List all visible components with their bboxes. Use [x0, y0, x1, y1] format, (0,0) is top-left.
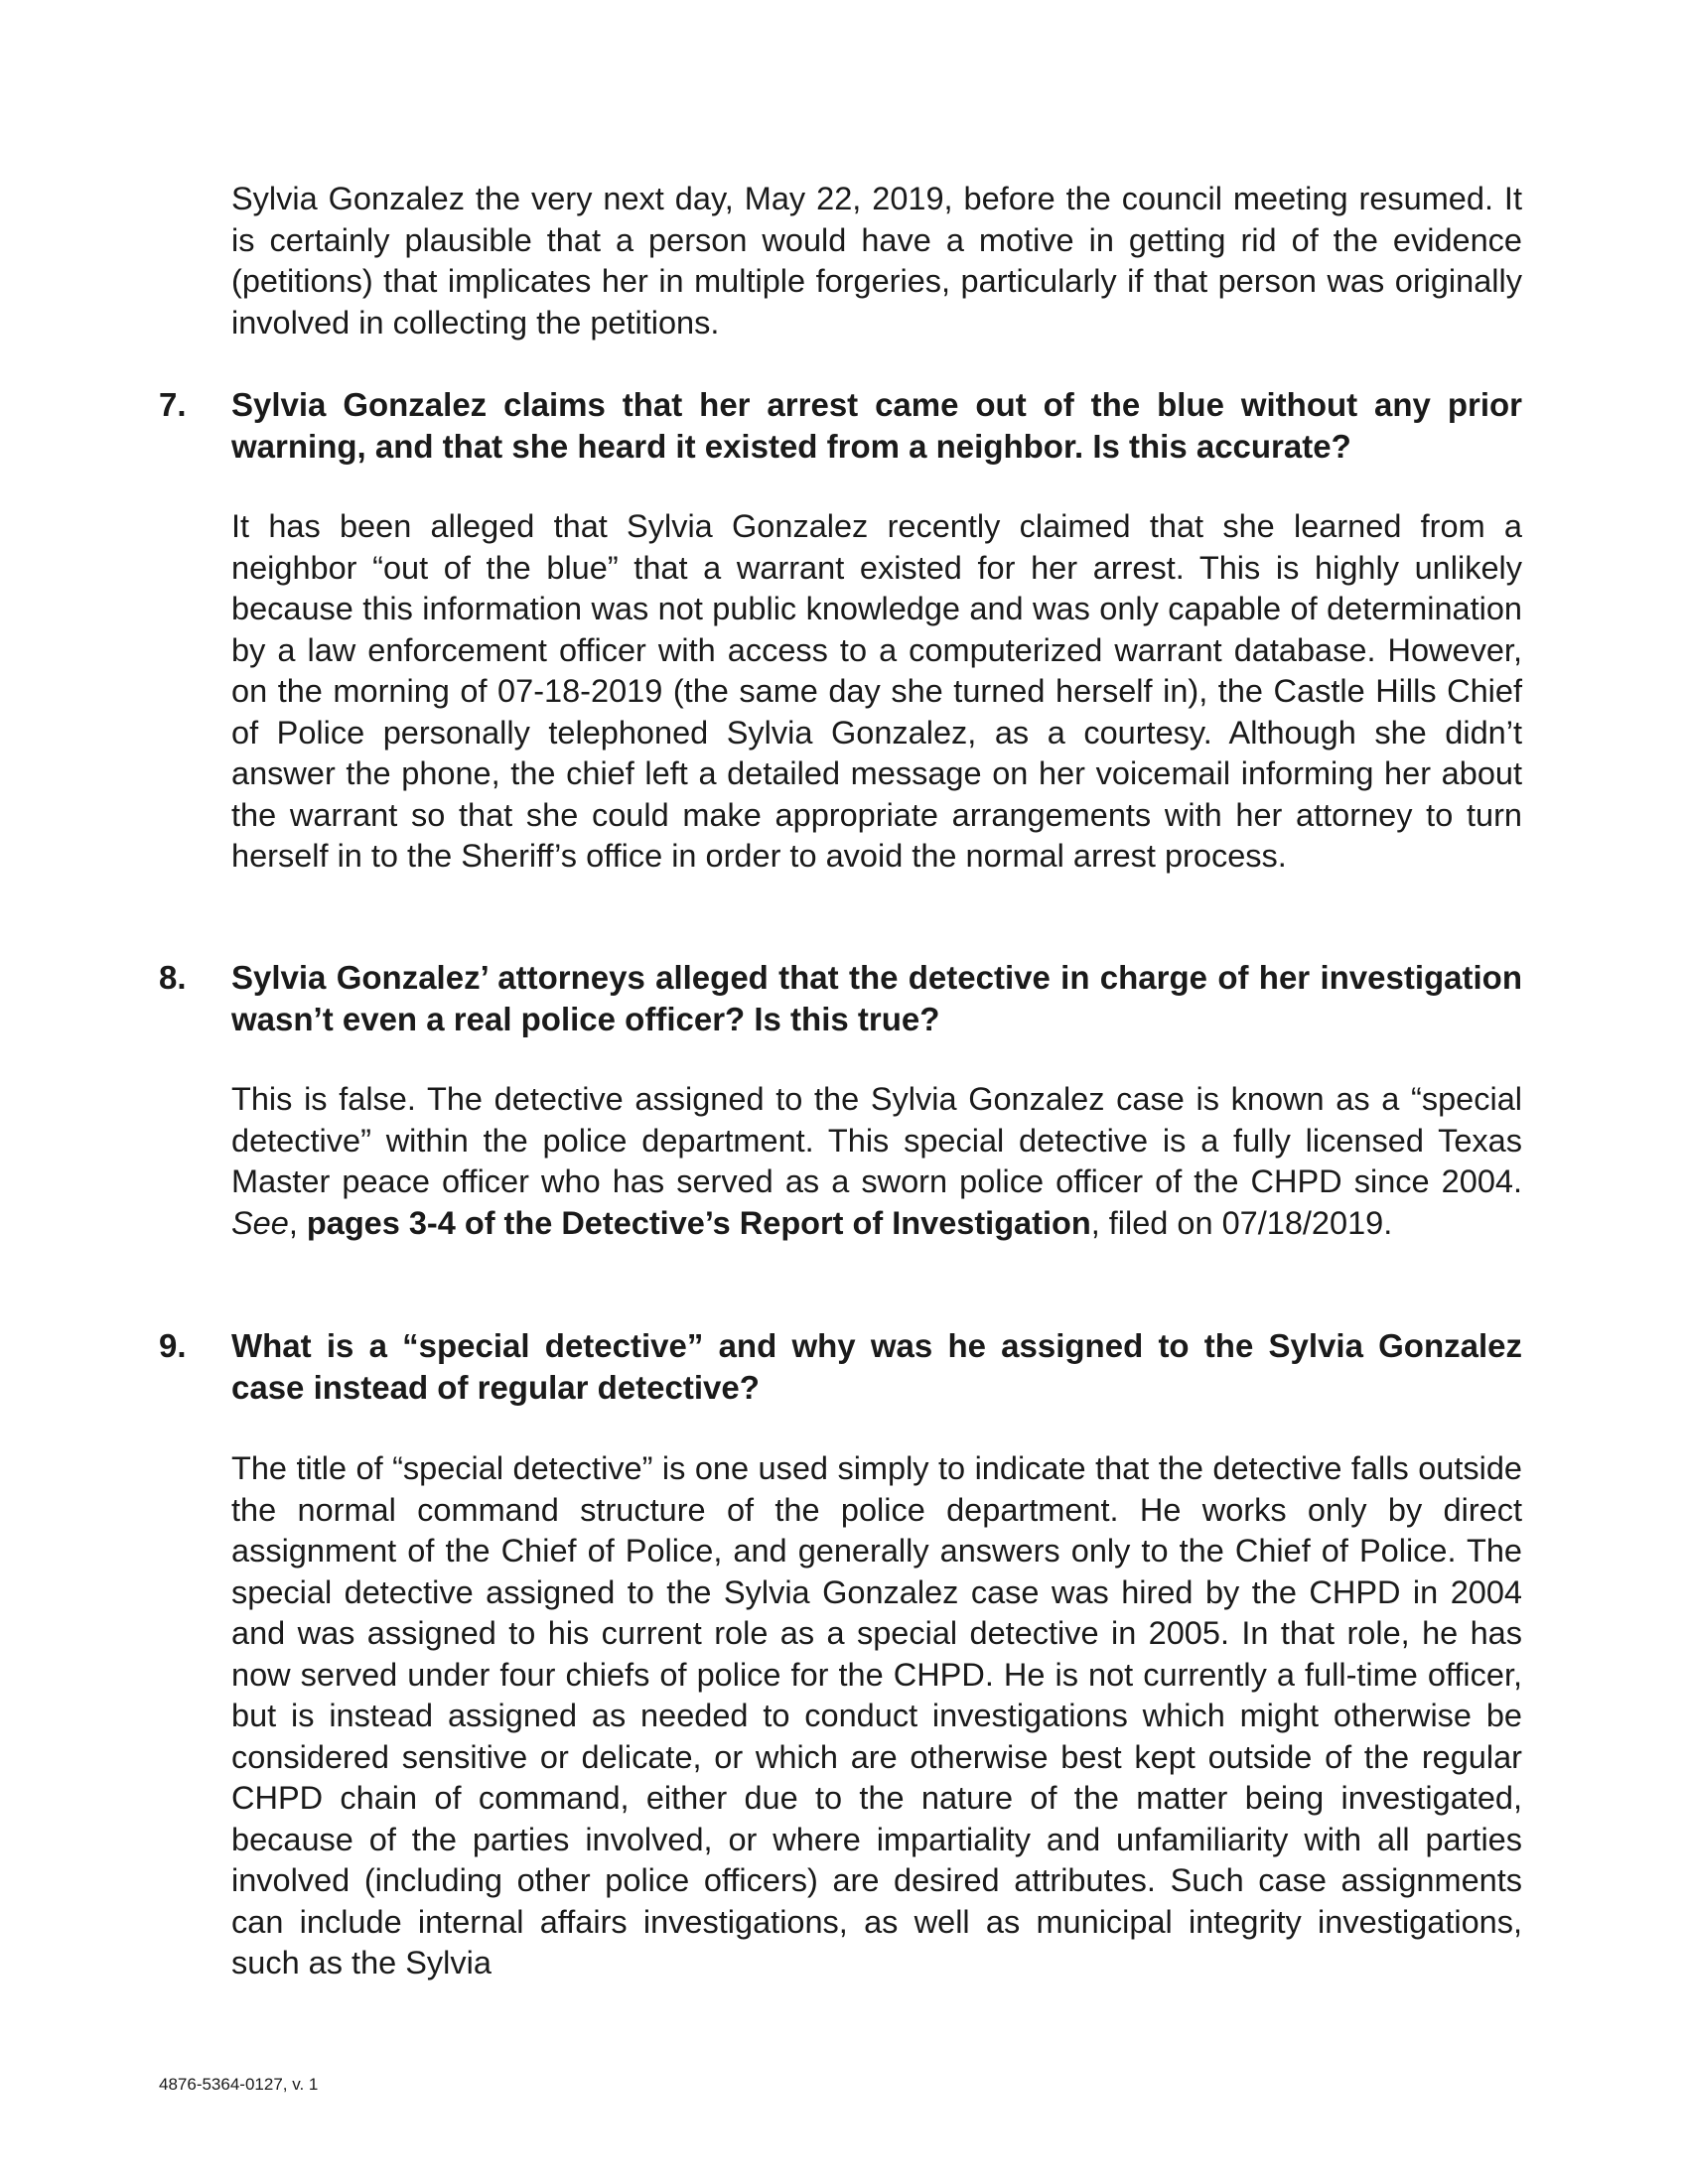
question-9-number: 9.: [159, 1327, 187, 1364]
question-8-answer-text: This is false. The detective assigned to the Sylvia Gonzalez case is known as a “special detective” within the police department. This special detective is a fully licensed Texas Master peace officer who has served as a sworn police officer of the CHPD since 2004.: [231, 1081, 1522, 1199]
question-8-answer: [231, 1079, 1522, 1244]
question-9-answer: The title of “special detective” is one used simply to indicate that the detective falls outside the normal command structure of the police department. He works only by direct assignment of the Chief of Police, and generally answers only to the Chief of Police. The special detective assigned to the Sylvia Gonzalez case was hired by the CHPD in 2004 and was assigned to his current role as a special detective in 2005. In that role, he has now served under four chiefs of police for the CHPD. He is not currently a full-time officer, but is instead assigned as needed to conduct investigations which might otherwise be considered sensitive or delicate, or which are otherwise best kept outside of the regular CHPD chain of command, either due to the nature of the matter being investigated, because of the parties involved, or where impartiality and unfamiliarity with all parties involved (including other police officers) are desired attributes. Such case assignments can include internal affairs investigations, as well as municipal integrity investigations, such as the Sylvia: [231, 1450, 1522, 1980]
question-9-heading: What is a “special detective” and why was he assigned to the Sylvia Gonzalez case instead of regular detective?: [231, 1327, 1522, 1406]
question-7-answer: It has been alleged that Sylvia Gonzalez recently claimed that she learned from a neighbor “out of the blue” that a warrant existed for her arrest. This is highly unlikely because this information was not public knowledge and was only capable of determination by a law enforcement officer with access to a computerized warrant database. However, on the morning of 07-18-2019 (the same day she turned herself in), the Castle Hills Chief of Police personally telephoned Sylvia Gonzalez, as a courtesy. Although she didn’t answer the phone, the chief left a detailed message on her voicemail informing her about the warrant so that she could make appropriate arrangements with her attorney to turn herself in to the Sheriff’s office in order to avoid the normal arrest process.: [231, 508, 1522, 874]
question-7-number: 7.: [159, 386, 187, 423]
continuation-paragraph: Sylvia Gonzalez the very next day, May 22, 2019, before the council meeting resumed. It is certainly plausible that a person would have a motive in getting rid of the evidence (petitions) that implicates her in multiple forgeries, particularly if that person was originally involved in collecting the petitions.: [231, 181, 1522, 341]
question-7-heading: Sylvia Gonzalez claims that her arrest came out of the blue without any prior warning, and that she heard it existed from a neighbor. Is this accurate?: [231, 386, 1522, 465]
question-8-heading: Sylvia Gonzalez’ attorneys alleged that the detective in charge of her investigation wasn’t even a real police officer? Is this true?: [231, 959, 1522, 1037]
document-id-footer: 4876-5364-0127, v. 1: [159, 2075, 319, 2094]
report-reference: pages 3-4 of the Detective’s Report of Investigation: [306, 1204, 1091, 1241]
see-citation: See: [231, 1204, 289, 1241]
question-8-number: 8.: [159, 959, 187, 996]
citation-comma: ,: [288, 1204, 307, 1241]
filed-date: , filed on 07/18/2019.: [1090, 1204, 1393, 1241]
